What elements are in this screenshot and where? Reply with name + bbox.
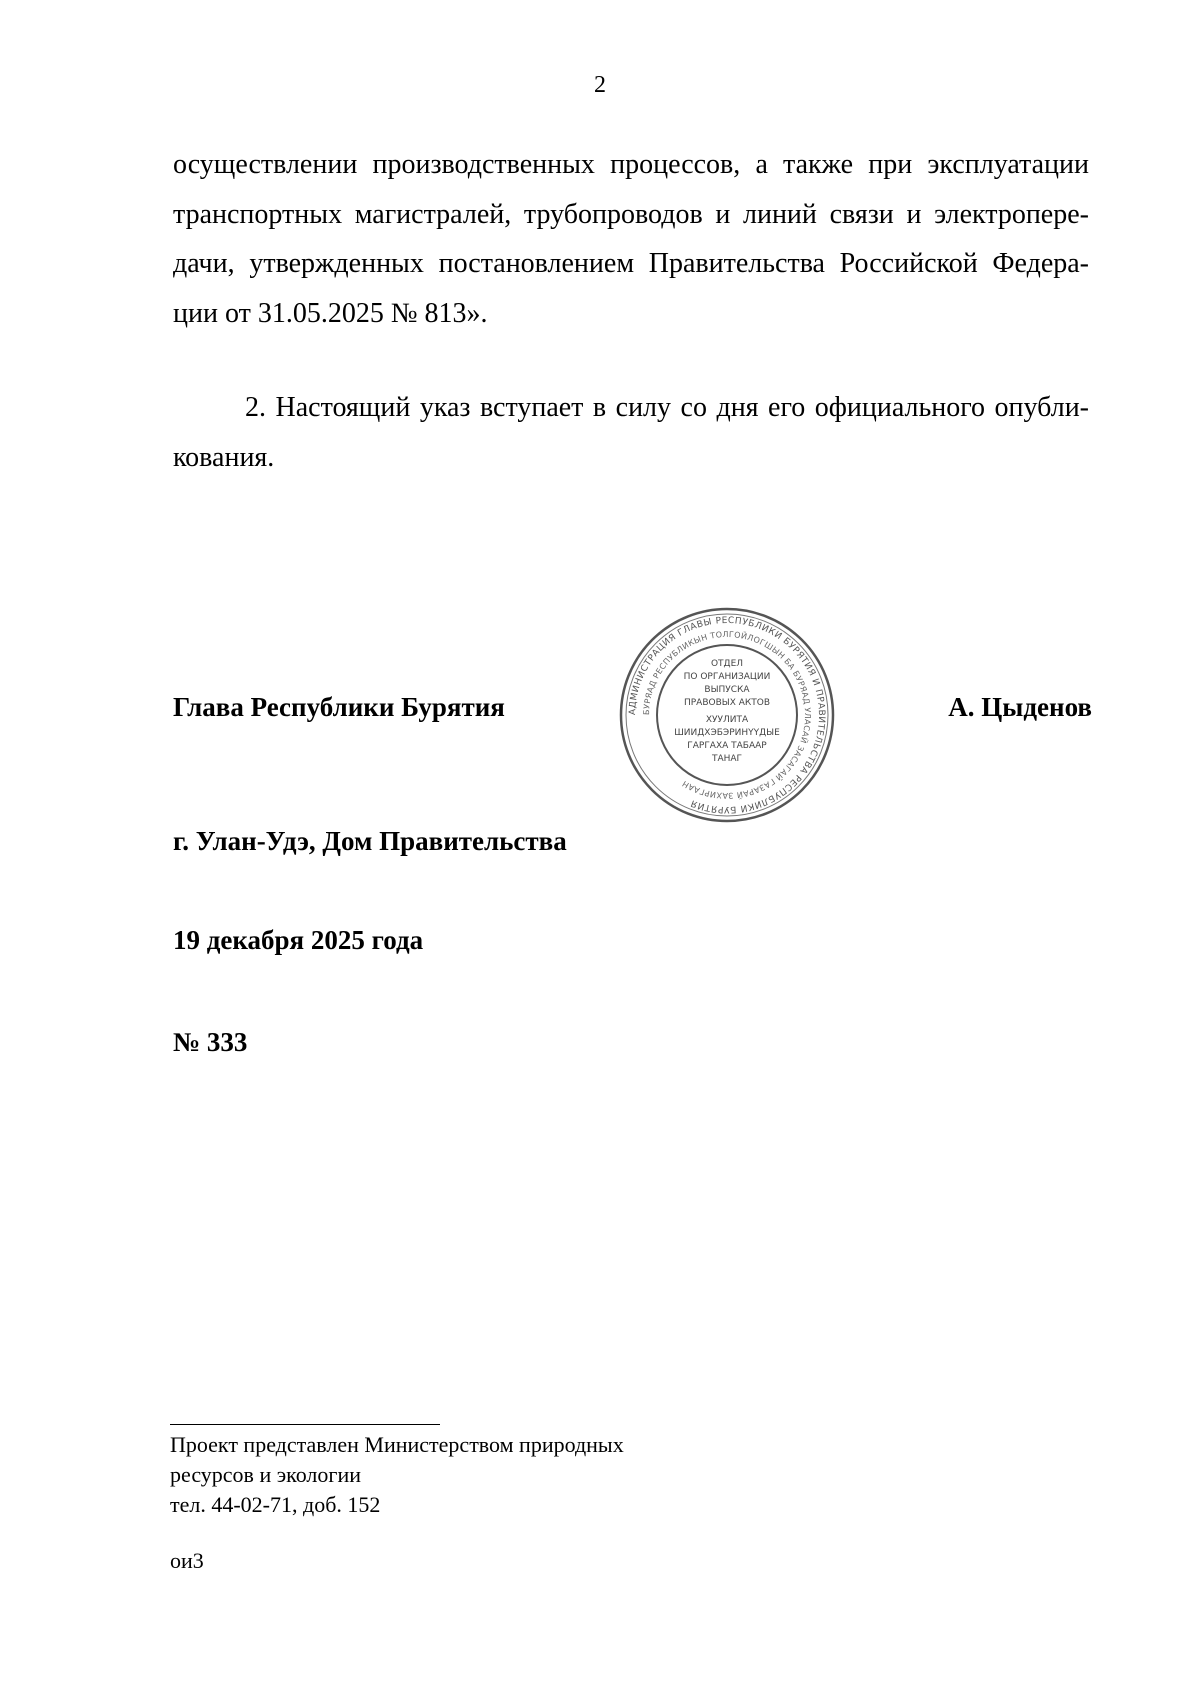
signer-name: А. Цыденов [948, 692, 1092, 722]
seal-ring-text-inner: БУРЯАД РЕСПУБЛИКЫН ТОЛГОЙЛОГШЫН БА БУРЯАД УЛАСАЙ ЗАСАГАЙ ГАЗАРАЙ ЗАХИРГААН [641, 629, 813, 801]
footnote-line: тел. 44-02-71, доб. 152 [170, 1492, 381, 1517]
registry-code: ои3 [170, 1548, 204, 1573]
footnote-line: ресурсов и экологии [170, 1462, 361, 1487]
official-seal [616, 604, 838, 826]
footnote-divider [170, 1424, 440, 1425]
decree-number: № 333 [173, 1027, 248, 1057]
seal-inner-line: ОТДЕЛ [710, 659, 744, 669]
seal-inner-line: ХУУЛИТА [705, 715, 749, 725]
seal-inner-line: ГАРГАХА ТАБААР [687, 741, 767, 751]
seal-ring-text: АДМИНИСТРАЦИЯ ГЛАВЫ РЕСПУБЛИКИ БУРЯТИЯ И ПРАВИТЕЛЬСТВА РЕСПУБЛИКИ БУРЯТИЯ [627, 615, 827, 815]
seal-inner-line: ТАНАГ [711, 754, 743, 764]
seal-inner-line: ПРАВОВЫХ АКТОВ [683, 698, 771, 708]
page-number: 2 [594, 72, 606, 98]
body-paragraph-1: осуществлении производственных процессов, а также при эксплуатации транспортных магистралей, трубопроводов и линий связи и электропере-дачи, утвержденных постановлением Правительства Российской Федера-ции от 31.05.2025 № 813». [173, 149, 1089, 329]
seal-inner-line: ВЫПУСКА [704, 685, 750, 695]
issue-date: 19 декабря 2025 года [173, 925, 424, 955]
seal-inner-line: ПО ОРГАНИЗАЦИИ [683, 672, 771, 682]
signer-title: Глава Республики Бурятия [173, 692, 505, 722]
footnote [170, 1430, 624, 1520]
issue-place: г. Улан-Удэ, Дом Правительства [173, 826, 567, 856]
seal-inner-line: ШИИДХЭБЭРИНҮҮДЫЕ [674, 728, 780, 738]
footnote-line: Проект представлен Министерством природных [170, 1432, 624, 1457]
body-paragraph-2: 2. Настоящий указ вступает в силу со дня его официального опубли-кования. [173, 392, 1089, 473]
